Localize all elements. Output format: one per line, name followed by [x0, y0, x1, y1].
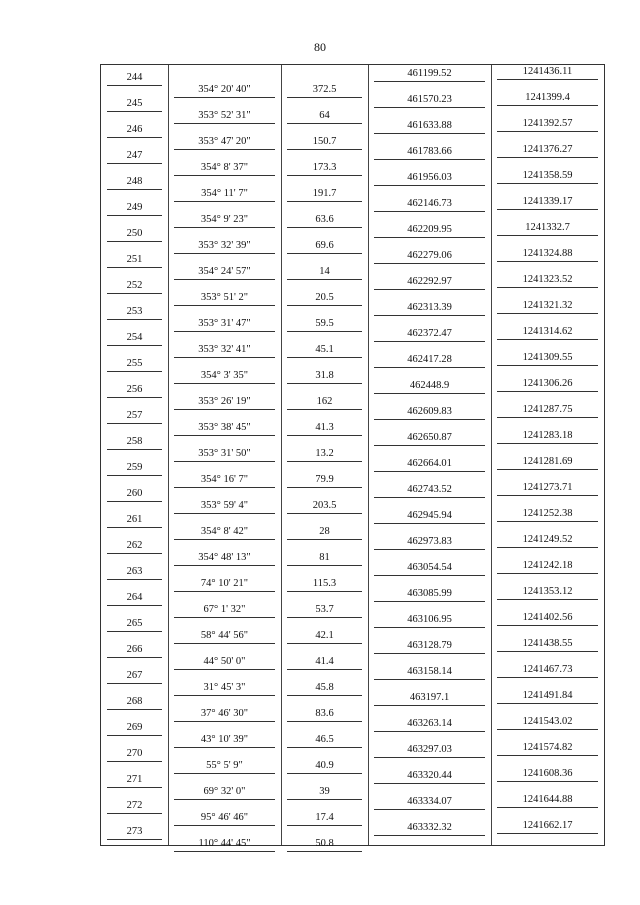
x-coordinate-cell: 461956.03	[407, 172, 452, 183]
point-number-cell: 264	[126, 592, 143, 603]
table-row	[101, 299, 604, 329]
point-number-cell: 260	[126, 488, 143, 499]
y-coordinate-cell: 1241339.17	[522, 196, 573, 207]
point-number-cell: 265	[126, 618, 143, 629]
distance-cell: 45.8	[315, 682, 334, 693]
table-row	[101, 793, 604, 823]
distance-cell: 63.6	[315, 214, 334, 225]
cell-rule-line	[497, 313, 598, 314]
cell-rule-line	[497, 729, 598, 730]
distance-cell: 69.6	[315, 240, 334, 251]
distance-cell: 191.7	[312, 188, 337, 199]
direction-angle-cell: 353° 32' 39"	[198, 240, 251, 251]
point-number-cell: 261	[126, 514, 143, 525]
x-coordinate-cell: 461570.23	[407, 94, 452, 105]
cell-rule-line	[497, 833, 598, 834]
distance-cell: 173.3	[312, 162, 337, 173]
point-number-cell: 270	[126, 748, 143, 759]
direction-angle-cell: 95° 46' 46"	[200, 812, 249, 823]
cell-rule-line	[374, 107, 485, 108]
cell-rule-line	[374, 341, 485, 342]
y-coordinate-cell: 1241358.59	[522, 170, 573, 181]
table-row	[101, 143, 604, 173]
cell-rule-line	[107, 267, 162, 268]
cell-rule-line	[107, 683, 162, 684]
direction-angle-cell: 58° 44' 56"	[200, 630, 249, 641]
x-coordinate-cell: 462313.39	[407, 302, 452, 313]
coordinate-table	[100, 64, 605, 849]
cell-rule-line	[374, 653, 485, 654]
x-coordinate-cell: 463054.54	[407, 562, 452, 573]
cell-rule-line	[107, 813, 162, 814]
distance-cell: 17.4	[315, 812, 334, 823]
distance-cell: 14	[319, 266, 330, 277]
cell-rule-line	[374, 159, 485, 160]
x-coordinate-cell: 461783.66	[407, 146, 452, 157]
distance-cell: 40.9	[315, 760, 334, 771]
point-number-cell: 271	[126, 774, 143, 785]
x-coordinate-cell: 463263.14	[407, 718, 452, 729]
cell-rule-line	[107, 657, 162, 658]
direction-angle-cell: 353° 47' 20"	[198, 136, 251, 147]
cell-rule-line	[374, 315, 485, 316]
cell-rule-line	[374, 679, 485, 680]
cell-rule-line	[107, 111, 162, 112]
point-number-cell: 259	[126, 462, 143, 473]
table-row	[101, 715, 604, 745]
table-row	[101, 585, 604, 615]
point-number-cell: 262	[126, 540, 143, 551]
cell-rule-line	[374, 731, 485, 732]
cell-rule-line	[107, 475, 162, 476]
cell-rule-line	[107, 345, 162, 346]
cell-rule-line	[374, 575, 485, 576]
cell-rule-line	[374, 185, 485, 186]
cell-rule-line	[374, 835, 485, 836]
cell-rule-line	[497, 417, 598, 418]
y-coordinate-cell: 1241392.57	[522, 118, 573, 129]
cell-rule-line	[107, 423, 162, 424]
cell-rule-line	[374, 393, 485, 394]
x-coordinate-cell: 462448.9	[409, 380, 450, 391]
y-coordinate-cell: 1241323.52	[522, 274, 573, 285]
x-coordinate-cell: 463158.14	[407, 666, 452, 677]
cell-rule-line	[107, 215, 162, 216]
cell-rule-line	[374, 549, 485, 550]
table-row	[101, 377, 604, 407]
cell-rule-line	[107, 371, 162, 372]
point-number-cell: 272	[126, 800, 143, 811]
cell-rule-line	[107, 787, 162, 788]
cell-rule-line	[374, 783, 485, 784]
point-number-cell: 249	[126, 202, 143, 213]
table-row	[101, 91, 604, 121]
x-coordinate-cell: 462743.52	[407, 484, 452, 495]
cell-rule-line	[374, 289, 485, 290]
x-coordinate-cell: 462664.01	[407, 458, 452, 469]
table-row	[101, 533, 604, 563]
distance-cell: 41.4	[315, 656, 334, 667]
cell-rule-line	[497, 625, 598, 626]
cell-rule-line	[107, 85, 162, 86]
direction-angle-cell: 353° 32' 41"	[198, 344, 251, 355]
cell-rule-line	[497, 443, 598, 444]
point-number-cell: 247	[126, 150, 143, 161]
cell-rule-line	[107, 137, 162, 138]
cell-rule-line	[374, 211, 485, 212]
direction-angle-cell: 69° 32' 0"	[203, 786, 246, 797]
point-number-cell: 269	[126, 722, 143, 733]
cell-rule-line	[107, 163, 162, 164]
y-coordinate-cell: 1241662.17	[522, 820, 573, 831]
cell-rule-line	[107, 319, 162, 320]
table-row	[101, 117, 604, 147]
table-row	[101, 663, 604, 693]
y-coordinate-cell: 1241436.11	[522, 66, 573, 77]
y-coordinate-cell: 1241376.27	[522, 144, 573, 155]
table-row	[101, 351, 604, 381]
y-coordinate-cell: 1241353.12	[522, 586, 573, 597]
cell-rule-line	[374, 419, 485, 420]
table-row	[101, 819, 604, 849]
direction-angle-cell: 354° 9' 23"	[200, 214, 249, 225]
direction-angle-cell: 353° 31' 50"	[198, 448, 251, 459]
y-coordinate-cell: 1241543.02	[522, 716, 573, 727]
cell-rule-line	[107, 293, 162, 294]
direction-angle-cell: 354° 3' 35"	[200, 370, 249, 381]
table-row	[101, 221, 604, 251]
x-coordinate-cell: 462609.83	[407, 406, 452, 417]
direction-angle-cell: 44° 50' 0"	[203, 656, 246, 667]
x-coordinate-cell: 463297.03	[407, 744, 452, 755]
point-number-cell: 252	[126, 280, 143, 291]
distance-cell: 42.1	[315, 630, 334, 641]
distance-cell: 59.5	[315, 318, 334, 329]
point-number-cell: 268	[126, 696, 143, 707]
direction-angle-cell: 31° 45' 3"	[203, 682, 246, 693]
y-coordinate-cell: 1241242.18	[522, 560, 573, 571]
cell-rule-line	[374, 367, 485, 368]
point-number-cell: 257	[126, 410, 143, 421]
point-number-cell: 248	[126, 176, 143, 187]
direction-angle-cell: 74° 10' 21"	[200, 578, 249, 589]
cell-rule-line	[107, 553, 162, 554]
direction-angle-cell: 354° 20' 40"	[198, 84, 251, 95]
distance-cell: 39	[319, 786, 330, 797]
table-row	[101, 429, 604, 459]
cell-rule-line	[497, 391, 598, 392]
table-row	[101, 325, 604, 355]
distance-cell: 31.8	[315, 370, 334, 381]
cell-rule-line	[107, 189, 162, 190]
x-coordinate-cell: 463334.07	[407, 796, 452, 807]
direction-angle-cell: 353° 38' 45"	[198, 422, 251, 433]
y-coordinate-cell: 1241574.82	[522, 742, 573, 753]
cell-rule-line	[497, 235, 598, 236]
table-row	[101, 169, 604, 199]
cell-rule-line	[107, 527, 162, 528]
x-coordinate-cell: 462146.73	[407, 198, 452, 209]
cell-rule-line	[107, 501, 162, 502]
table-row	[101, 65, 604, 95]
cell-rule-line	[497, 287, 598, 288]
cell-rule-line	[107, 631, 162, 632]
y-coordinate-cell: 1241249.52	[522, 534, 573, 545]
point-number-cell: 255	[126, 358, 143, 369]
cell-rule-line	[497, 547, 598, 548]
table-row	[101, 403, 604, 433]
cell-rule-line	[497, 599, 598, 600]
table-row	[101, 611, 604, 641]
cell-rule-line	[497, 79, 598, 80]
page-number: 80	[314, 40, 326, 54]
distance-cell: 115.3	[312, 578, 337, 589]
cell-rule-line	[374, 601, 485, 602]
x-coordinate-cell: 462973.83	[407, 536, 452, 547]
direction-angle-cell: 353° 59' 4"	[200, 500, 249, 511]
cell-rule-line	[497, 651, 598, 652]
table-row	[101, 767, 604, 797]
distance-cell: 53.7	[315, 604, 334, 615]
cell-rule-line	[107, 397, 162, 398]
table-row	[101, 481, 604, 511]
y-coordinate-cell: 1241402.56	[522, 612, 573, 623]
direction-angle-cell: 353° 51' 2"	[200, 292, 249, 303]
distance-cell: 64	[319, 110, 330, 121]
cell-rule-line	[107, 241, 162, 242]
cell-rule-line	[497, 573, 598, 574]
x-coordinate-cell: 461633.88	[407, 120, 452, 131]
table-row	[101, 559, 604, 589]
y-coordinate-cell: 1241321.32	[522, 300, 573, 311]
direction-angle-cell: 354° 48' 13"	[198, 552, 251, 563]
cell-rule-line	[497, 183, 598, 184]
cell-rule-line	[497, 339, 598, 340]
distance-cell: 162	[316, 396, 333, 407]
x-coordinate-cell: 463106.95	[407, 614, 452, 625]
y-coordinate-cell: 1241467.73	[522, 664, 573, 675]
y-coordinate-cell: 1241309.55	[522, 352, 573, 363]
y-coordinate-cell: 1241314.62	[522, 326, 573, 337]
cell-rule-line	[497, 131, 598, 132]
direction-angle-cell: 353° 52' 31"	[198, 110, 251, 121]
x-coordinate-cell: 463128.79	[407, 640, 452, 651]
cell-rule-line	[497, 807, 598, 808]
point-number-cell: 251	[126, 254, 143, 265]
y-coordinate-cell: 1241283.18	[522, 430, 573, 441]
cell-rule-line	[497, 781, 598, 782]
distance-cell: 46.5	[315, 734, 334, 745]
table-row	[101, 247, 604, 277]
y-coordinate-cell: 1241644.88	[522, 794, 573, 805]
y-coordinate-cell: 1241332.7	[525, 222, 570, 233]
point-number-cell: 258	[126, 436, 143, 447]
y-coordinate-cell: 1241273.71	[522, 482, 573, 493]
cell-rule-line	[497, 365, 598, 366]
cell-rule-line	[107, 761, 162, 762]
point-number-cell: 254	[126, 332, 143, 343]
distance-cell: 45.1	[315, 344, 334, 355]
distance-cell: 20.5	[315, 292, 334, 303]
x-coordinate-cell: 462292.97	[407, 276, 452, 287]
cell-rule-line	[287, 851, 362, 852]
table-row	[101, 195, 604, 225]
cell-rule-line	[107, 449, 162, 450]
y-coordinate-cell: 1241252.38	[522, 508, 573, 519]
x-coordinate-cell: 462650.87	[407, 432, 452, 443]
direction-angle-cell: 353° 26' 19"	[198, 396, 251, 407]
direction-angle-cell: 110° 44' 45"	[198, 838, 251, 849]
x-coordinate-cell: 462279.06	[407, 250, 452, 261]
cell-rule-line	[374, 757, 485, 758]
x-coordinate-cell: 463085.99	[407, 588, 452, 599]
cell-rule-line	[497, 105, 598, 106]
x-coordinate-cell: 462209.95	[407, 224, 452, 235]
direction-angle-cell: 354° 16' 7"	[200, 474, 249, 485]
y-coordinate-cell: 1241399.4	[525, 92, 570, 103]
point-number-cell: 273	[126, 826, 143, 837]
point-number-cell: 246	[126, 124, 143, 135]
cell-rule-line	[107, 605, 162, 606]
distance-cell: 81	[319, 552, 330, 563]
table-row	[101, 507, 604, 537]
point-number-cell: 244	[126, 72, 143, 83]
distance-cell: 41.3	[315, 422, 334, 433]
cell-rule-line	[497, 755, 598, 756]
table-row	[101, 273, 604, 303]
cell-rule-line	[497, 703, 598, 704]
y-coordinate-cell: 1241608.36	[522, 768, 573, 779]
cell-rule-line	[374, 497, 485, 498]
distance-cell: 150.7	[312, 136, 337, 147]
distance-cell: 50.8	[315, 838, 334, 849]
cell-rule-line	[374, 705, 485, 706]
point-number-cell: 245	[126, 98, 143, 109]
cell-rule-line	[107, 839, 162, 840]
y-coordinate-cell: 1241324.88	[522, 248, 573, 259]
distance-cell: 83.6	[315, 708, 334, 719]
table-row	[101, 741, 604, 771]
distance-cell: 203.5	[312, 500, 337, 511]
table-row	[101, 689, 604, 719]
cell-rule-line	[107, 709, 162, 710]
point-number-cell: 253	[126, 306, 143, 317]
point-number-cell: 250	[126, 228, 143, 239]
cell-rule-line	[374, 471, 485, 472]
distance-cell: 13.2	[315, 448, 334, 459]
y-coordinate-cell: 1241438.55	[522, 638, 573, 649]
point-number-cell: 263	[126, 566, 143, 577]
cell-rule-line	[374, 81, 485, 82]
direction-angle-cell: 353° 31' 47"	[198, 318, 251, 329]
cell-rule-line	[497, 157, 598, 158]
x-coordinate-cell: 463320.44	[407, 770, 452, 781]
y-coordinate-cell: 1241287.75	[522, 404, 573, 415]
cell-rule-line	[497, 495, 598, 496]
distance-cell: 79.9	[315, 474, 334, 485]
x-coordinate-cell: 462372.47	[407, 328, 452, 339]
x-coordinate-cell: 461199.52	[407, 68, 452, 79]
table-row	[101, 637, 604, 667]
cell-rule-line	[107, 579, 162, 580]
cell-rule-line	[497, 521, 598, 522]
cell-rule-line	[497, 469, 598, 470]
distance-cell: 28	[319, 526, 330, 537]
x-coordinate-cell: 462945.94	[407, 510, 452, 521]
y-coordinate-cell: 1241306.26	[522, 378, 573, 389]
direction-angle-cell: 354° 24' 57"	[198, 266, 251, 277]
direction-angle-cell: 43° 10' 39"	[200, 734, 249, 745]
cell-rule-line	[374, 133, 485, 134]
cell-rule-line	[107, 735, 162, 736]
point-number-cell: 256	[126, 384, 143, 395]
direction-angle-cell: 354° 8' 42"	[200, 526, 249, 537]
cell-rule-line	[174, 851, 275, 852]
table-row	[101, 455, 604, 485]
cell-rule-line	[374, 809, 485, 810]
cell-rule-line	[374, 263, 485, 264]
direction-angle-cell: 55° 5' 9"	[206, 760, 243, 771]
direction-angle-cell: 67° 1' 32"	[203, 604, 246, 615]
x-coordinate-cell: 463332.32	[407, 822, 452, 833]
direction-angle-cell: 37° 46' 30"	[200, 708, 249, 719]
y-coordinate-cell: 1241491.84	[522, 690, 573, 701]
x-coordinate-cell: 462417.28	[407, 354, 452, 365]
direction-angle-cell: 354° 8' 37"	[200, 162, 249, 173]
distance-cell: 372.5	[312, 84, 337, 95]
cell-rule-line	[497, 209, 598, 210]
cell-rule-line	[374, 445, 485, 446]
cell-rule-line	[374, 627, 485, 628]
point-number-cell: 266	[126, 644, 143, 655]
direction-angle-cell: 354° 11' 7"	[201, 188, 248, 199]
cell-rule-line	[497, 261, 598, 262]
cell-rule-line	[374, 237, 485, 238]
cell-rule-line	[374, 523, 485, 524]
cell-rule-line	[497, 677, 598, 678]
y-coordinate-cell: 1241281.69	[522, 456, 573, 467]
x-coordinate-cell: 463197.1	[409, 692, 450, 703]
point-number-cell: 267	[126, 670, 143, 681]
